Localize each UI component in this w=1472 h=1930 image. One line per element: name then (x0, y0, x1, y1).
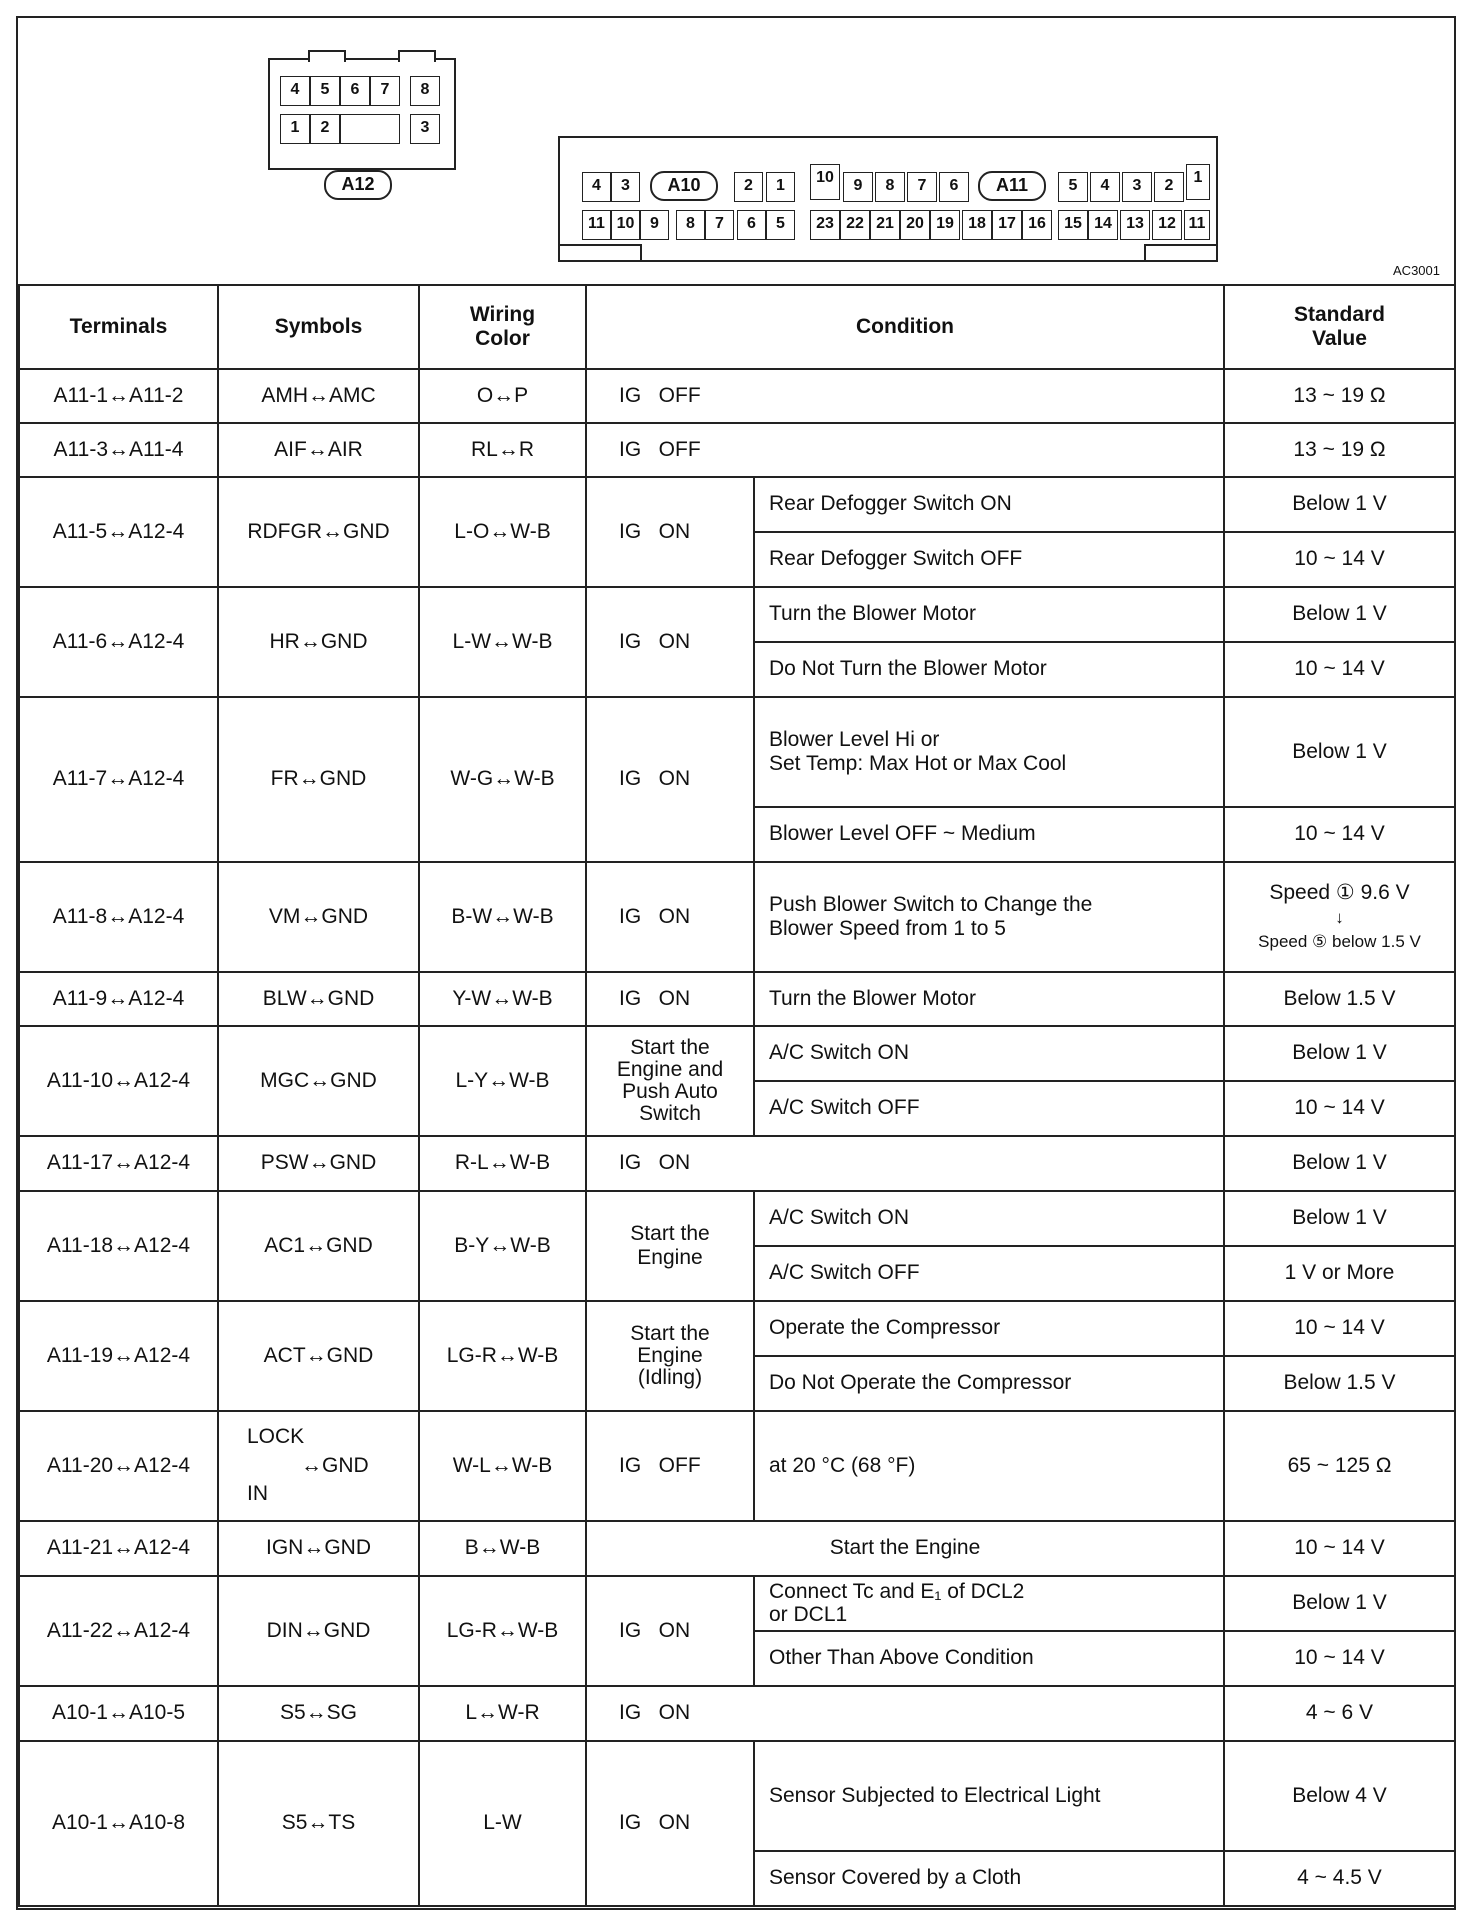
table-row (19, 1741, 1455, 1851)
terminals-cell: A11-8↔A12-4 (19, 862, 218, 972)
terminals-cell: A11-7↔A12-4 (19, 697, 218, 862)
a11-pin: 20 (900, 210, 930, 240)
condition-cell: Sensor Subjected to Electrical Light (754, 1741, 1224, 1851)
table-row (19, 862, 1455, 972)
a11-pin: 6 (939, 172, 969, 202)
wiring-cell: Y-W↔W-B (419, 972, 586, 1026)
symbols-cell: AMH↔AMC (218, 369, 419, 423)
symbols-cell: DIN↔GND (218, 1576, 419, 1686)
a10-pin: 9 (640, 210, 669, 240)
a12-pin: 3 (410, 114, 440, 144)
wiring-cell: B-Y↔W-B (419, 1191, 586, 1301)
table-row (19, 587, 1455, 642)
table-row (19, 477, 1455, 532)
value-cell: Below 1 V (1224, 1026, 1455, 1081)
value-cell: 10 ~ 14 V (1224, 642, 1455, 697)
a10-pin: 1 (766, 172, 795, 202)
terminals-cell: A11-9↔A12-4 (19, 972, 218, 1026)
a11-pin: 9 (843, 172, 873, 202)
table-row (19, 1301, 1455, 1356)
value-cell: 4 ~ 4.5 V (1224, 1851, 1455, 1906)
condition-cell: Operate the Compressor (754, 1301, 1224, 1356)
a12-pin: 1 (280, 114, 310, 144)
symbols-cell: IGN↔GND (218, 1521, 419, 1576)
condition-cell: A/C Switch OFF (754, 1246, 1224, 1301)
a10-pin: 10 (611, 210, 640, 240)
condition-cell: Push Blower Switch to Change the Blower Speed from 1 to 5 (754, 862, 1224, 972)
a11-pin: 14 (1088, 210, 1118, 240)
table-row (19, 1136, 1455, 1191)
a11-pin: 3 (1122, 172, 1152, 202)
symbols-cell: BLW↔GND (218, 972, 419, 1026)
a11-pin: 15 (1058, 210, 1088, 240)
value-cell: 10 ~ 14 V (1224, 1081, 1455, 1136)
symbols-cell: AIF↔AIR (218, 423, 419, 477)
wiring-cell: L-O↔W-B (419, 477, 586, 587)
value-cell: Speed ① 9.6 V ↓ Speed ⑤ below 1.5 V (1224, 862, 1455, 972)
a11-pin: 2 (1154, 172, 1184, 202)
value-cell: Below 4 V (1224, 1741, 1455, 1851)
condition-cell: Start the Engine (586, 1521, 1224, 1576)
a10-pin: 8 (676, 210, 705, 240)
a11-pin: 8 (875, 172, 905, 202)
terminals-cell: A11-18↔A12-4 (19, 1191, 218, 1301)
condition-cell: A/C Switch ON (754, 1191, 1224, 1246)
a10-pin: 3 (611, 172, 640, 202)
value-cell: Below 1.5 V (1224, 1356, 1455, 1411)
terminals-cell: A10-1↔A10-8 (19, 1741, 218, 1906)
a11-pin: 12 (1152, 210, 1182, 240)
symbols-cell: AC1↔GND (218, 1191, 419, 1301)
terminals-cell: A11-19↔A12-4 (19, 1301, 218, 1411)
wiring-cell: L-W (419, 1741, 586, 1906)
symbols-cell: HR↔GND (218, 587, 419, 697)
a10-pin: 7 (705, 210, 734, 240)
a12-pin: 7 (370, 76, 400, 106)
wiring-cell: LG-R↔W-B (419, 1576, 586, 1686)
value-cell: 13 ~ 19 Ω (1224, 369, 1455, 423)
connector-diagram (18, 18, 1454, 286)
a11-label: A11 (978, 171, 1046, 201)
a11-pin: 11 (1184, 210, 1210, 240)
value-cell: Below 1.5 V (1224, 972, 1455, 1026)
table-row (19, 423, 1455, 477)
symbols-cell: PSW↔GND (218, 1136, 419, 1191)
state-cell: IG ON (586, 1741, 754, 1906)
header-row (19, 285, 1455, 369)
wiring-cell: L↔W-R (419, 1686, 586, 1741)
wiring-cell: B↔W-B (419, 1521, 586, 1576)
value-cell: Below 1 V (1224, 697, 1455, 807)
condition-cell: Turn the Blower Motor (754, 972, 1224, 1026)
condition-cell: Do Not Turn the Blower Motor (754, 642, 1224, 697)
a12-pin: 2 (310, 114, 340, 144)
table-row (19, 1686, 1455, 1741)
terminals-cell: A11-5↔A12-4 (19, 477, 218, 587)
state-cell: IG ON (586, 1576, 754, 1686)
value-cell: 4 ~ 6 V (1224, 1686, 1455, 1741)
wiring-cell: RL↔R (419, 423, 586, 477)
a10-pin: 4 (582, 172, 611, 202)
a11-pin: 21 (870, 210, 900, 240)
symbols-cell: LOCK ↔GND IN (218, 1411, 419, 1521)
value-cell: Below 1 V (1224, 1136, 1455, 1191)
condition-cell: Blower Level Hi or Set Temp: Max Hot or Max Cool (754, 697, 1224, 807)
value-cell: Below 1 V (1224, 1191, 1455, 1246)
state-cell: IG ON (586, 477, 754, 587)
a12-pin: 4 (280, 76, 310, 106)
header-symbols: Symbols (218, 285, 419, 369)
symbols-cell: VM↔GND (218, 862, 419, 972)
symbols-cell: ACT↔GND (218, 1301, 419, 1411)
wiring-cell: LG-R↔W-B (419, 1301, 586, 1411)
condition-cell: A/C Switch ON (754, 1026, 1224, 1081)
table-row (19, 1411, 1455, 1521)
condition-cell: Sensor Covered by a Cloth (754, 1851, 1224, 1906)
value-cell: 10 ~ 14 V (1224, 1301, 1455, 1356)
wiring-cell: B-W↔W-B (419, 862, 586, 972)
terminals-cell: A11-17↔A12-4 (19, 1136, 218, 1191)
a11-pin: 1 (1186, 164, 1210, 200)
condition-cell: IG OFF (586, 369, 1224, 423)
page-frame (16, 16, 1456, 1910)
a12-pin-blank (340, 114, 400, 144)
a11-pin: 10 (810, 164, 840, 200)
value-cell: Below 1 V (1224, 587, 1455, 642)
a11-pin: 17 (992, 210, 1022, 240)
a12-pin: 8 (410, 76, 440, 106)
a10-pin: 6 (737, 210, 766, 240)
value-cell: Below 1 V (1224, 477, 1455, 532)
wiring-cell: L-W↔W-B (419, 587, 586, 697)
value-cell: 10 ~ 14 V (1224, 807, 1455, 862)
value-cell: 10 ~ 14 V (1224, 1631, 1455, 1686)
condition-cell: IG OFF (586, 423, 1224, 477)
value-cell: 13 ~ 19 Ω (1224, 423, 1455, 477)
condition-cell: Rear Defogger Switch OFF (754, 532, 1224, 587)
terminals-cell: A11-1↔A11-2 (19, 369, 218, 423)
condition-cell: IG ON (586, 1686, 1224, 1741)
header-terminals: Terminals (19, 285, 218, 369)
a10-pin: 5 (766, 210, 795, 240)
condition-cell: IG ON (586, 1136, 1224, 1191)
state-cell: IG ON (586, 587, 754, 697)
header-standard-value: Standard Value (1224, 285, 1455, 369)
a11-pin: 22 (840, 210, 870, 240)
a11-pin: 13 (1120, 210, 1150, 240)
a12-pin: 5 (310, 76, 340, 106)
a10-pin: 2 (734, 172, 763, 202)
a11-pin: 18 (962, 210, 992, 240)
value-cell: 10 ~ 14 V (1224, 532, 1455, 587)
condition-cell: Do Not Operate the Compressor (754, 1356, 1224, 1411)
a11-pin: 7 (907, 172, 937, 202)
a10-pin: 11 (582, 210, 611, 240)
a11-pin: 5 (1058, 172, 1088, 202)
state-cell: IG ON (586, 862, 754, 972)
value-cell: 65 ~ 125 Ω (1224, 1411, 1455, 1521)
wiring-cell: L-Y↔W-B (419, 1026, 586, 1136)
symbols-cell: RDFGR↔GND (218, 477, 419, 587)
a10-label: A10 (650, 171, 718, 201)
a11-pin: 23 (810, 210, 840, 240)
a12-label: A12 (324, 170, 392, 200)
condition-cell: A/C Switch OFF (754, 1081, 1224, 1136)
table-row (19, 972, 1455, 1026)
state-cell: IG ON (586, 697, 754, 862)
terminals-cell: A11-20↔A12-4 (19, 1411, 218, 1521)
header-wiring-color: Wiring Color (419, 285, 586, 369)
a11-pin: 16 (1022, 210, 1052, 240)
table-row (19, 1191, 1455, 1246)
header-condition: Condition (586, 285, 1224, 369)
state-cell: IG ON (586, 972, 754, 1026)
symbols-cell: S5↔SG (218, 1686, 419, 1741)
wiring-cell: W-G↔W-B (419, 697, 586, 862)
symbols-cell: MGC↔GND (218, 1026, 419, 1136)
figure-id: AC3001 (1393, 263, 1440, 278)
wiring-cell: O↔P (419, 369, 586, 423)
terminals-cell: A10-1↔A10-5 (19, 1686, 218, 1741)
condition-cell: Other Than Above Condition (754, 1631, 1224, 1686)
condition-cell: Blower Level OFF ~ Medium (754, 807, 1224, 862)
value-cell: 1 V or More (1224, 1246, 1455, 1301)
table-row (19, 1576, 1455, 1631)
condition-cell: at 20 °C (68 °F) (754, 1411, 1224, 1521)
terminals-cell: A11-10↔A12-4 (19, 1026, 218, 1136)
wiring-cell: W-L↔W-B (419, 1411, 586, 1521)
table-row (19, 369, 1455, 423)
table-row (19, 1521, 1455, 1576)
terminal-spec-table (18, 284, 1456, 1907)
condition-cell: Rear Defogger Switch ON (754, 477, 1224, 532)
symbols-cell: S5↔TS (218, 1741, 419, 1906)
state-cell: Start the Engine (586, 1191, 754, 1301)
state-cell: Start the Engine (Idling) (586, 1301, 754, 1411)
terminals-cell: A11-6↔A12-4 (19, 587, 218, 697)
table-row (19, 1026, 1455, 1081)
wiring-cell: R-L↔W-B (419, 1136, 586, 1191)
value-cell: 10 ~ 14 V (1224, 1521, 1455, 1576)
table-row (19, 697, 1455, 807)
terminals-cell: A11-21↔A12-4 (19, 1521, 218, 1576)
a11-pin: 19 (930, 210, 960, 240)
condition-cell: Connect Tc and E₁ of DCL2 or DCL1 (754, 1576, 1224, 1631)
a11-pin: 4 (1090, 172, 1120, 202)
terminals-cell: A11-22↔A12-4 (19, 1576, 218, 1686)
state-cell: Start the Engine and Push Auto Switch (586, 1026, 754, 1136)
terminals-cell: A11-3↔A11-4 (19, 423, 218, 477)
a12-pin: 6 (340, 76, 370, 106)
symbols-cell: FR↔GND (218, 697, 419, 862)
value-cell: Below 1 V (1224, 1576, 1455, 1631)
state-cell: IG OFF (586, 1411, 754, 1521)
condition-cell: Turn the Blower Motor (754, 587, 1224, 642)
